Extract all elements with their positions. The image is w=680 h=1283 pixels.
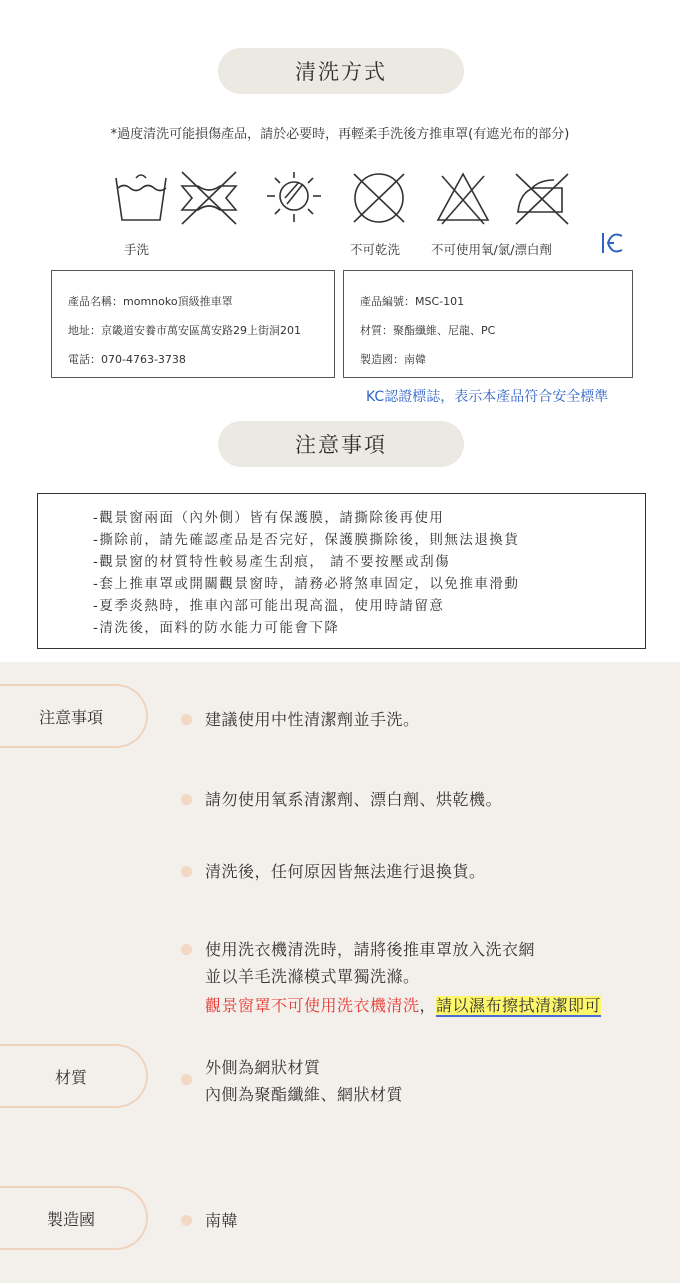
no-wring-icon xyxy=(178,168,240,228)
material-line-1: 外側為網狀材質 xyxy=(205,1058,321,1077)
notice-line: -清洗後，面料的防水能力可能會下降 xyxy=(93,620,340,636)
highlight-text: 請以濕布擦拭清潔即可 xyxy=(436,996,602,1015)
notice-line: -觀景窗兩面（內外側）皆有保護膜，請撕除後再使用 xyxy=(93,510,445,526)
hand-wash-icon xyxy=(110,168,172,228)
no-sun-dry-icon xyxy=(263,168,325,228)
machine-wash-line-1: 使用洗衣機清洗時，請將後推車罩放入洗衣網 xyxy=(205,940,536,959)
window-wash-warning xyxy=(205,993,601,1016)
no-bleach-label: 不可使用氧/氯/漂白劑 xyxy=(431,242,552,257)
no-iron-icon xyxy=(510,168,572,228)
bullet-dot xyxy=(181,944,192,955)
details-section xyxy=(0,662,680,1283)
machine-wash-line-2: 並以羊毛洗滌模式單獨洗滌。 xyxy=(205,967,420,986)
kc-note: KC認證標誌，表示本產品符合安全標準 xyxy=(366,389,609,405)
bullet-dot xyxy=(181,714,192,725)
product-origin: 製造國：南韓 xyxy=(360,353,426,366)
wash-method-title: 清洗方式 xyxy=(218,48,464,94)
product-info-box-right xyxy=(343,270,633,378)
wash-warning-text: *過度清洗可能損傷產品，請於必要時，再輕柔手洗後方推車罩(有遮光布的部分) xyxy=(110,127,570,142)
no-bleach-icon xyxy=(432,168,494,228)
material-line-2: 內側為聚酯纖維、網狀材質 xyxy=(205,1085,404,1104)
product-model: 產品編號：MSC-101 xyxy=(360,295,465,308)
product-info-box-left xyxy=(51,270,335,378)
material-tab: 材質 xyxy=(0,1044,148,1108)
bullet-dot xyxy=(181,866,192,877)
bullet-dot xyxy=(181,1074,192,1085)
notice-line: -套上推車罩或開關觀景窗時，請務必將煞車固定，以免推車滑動 xyxy=(93,576,520,592)
kc-certification-icon xyxy=(600,231,626,255)
product-material: 材質：聚酯纖維、尼龍、PC xyxy=(360,324,496,337)
caution-tab: 注意事項 xyxy=(0,684,148,748)
warning-comma: ， xyxy=(419,996,437,1015)
product-phone: 電話：070-4763-3738 xyxy=(68,353,186,366)
no-dry-clean-label: 不可乾洗 xyxy=(350,242,401,257)
caution-item: 請勿使用氧系清潔劑、漂白劑、烘乾機。 xyxy=(205,790,503,809)
notice-line: -撕除前，請先確認產品是否完好，保護膜撕除後，則無法退換貨 xyxy=(93,532,520,548)
hand-wash-label: 手洗 xyxy=(124,242,150,257)
bullet-dot xyxy=(181,794,192,805)
caution-item: 清洗後，任何原因皆無法進行退換貨。 xyxy=(205,862,486,881)
red-warning-text: 觀景窗罩不可使用洗衣機清洗 xyxy=(205,996,420,1015)
notice-line: -夏季炎熱時，推車內部可能出現高溫，使用時請留意 xyxy=(93,598,445,614)
origin-tab: 製造國 xyxy=(0,1186,148,1250)
no-tumble-dry-icon xyxy=(348,168,410,228)
notice-line: -觀景窗的材質特性較易產生刮痕， 請不要按壓或刮傷 xyxy=(93,554,451,570)
notice-box xyxy=(37,493,646,649)
caution-item: 建議使用中性清潔劑並手洗。 xyxy=(205,710,420,729)
origin-value: 南韓 xyxy=(205,1211,239,1230)
product-address: 地址：京畿道安養市萬安區萬安路29上街洞201 xyxy=(68,324,301,337)
bullet-dot xyxy=(181,1215,192,1226)
product-name: 產品名稱：momnoko頂級推車罩 xyxy=(68,295,233,308)
notice-title: 注意事項 xyxy=(218,421,464,467)
